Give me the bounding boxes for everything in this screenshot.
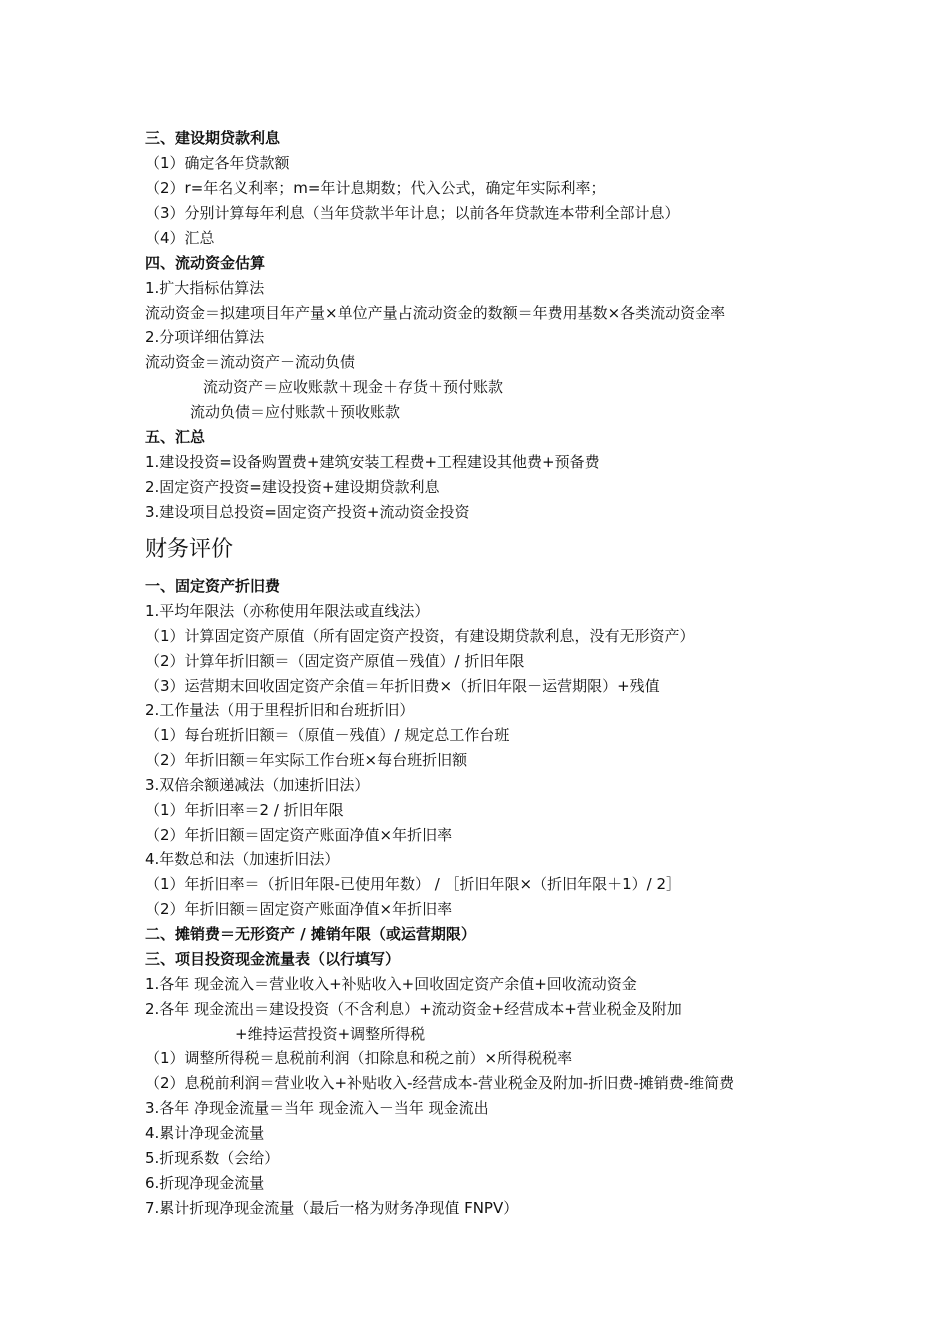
cashflow-item: 6.折现净现金流量 <box>145 1174 265 1192</box>
dep-line: （1）年折旧率＝2 / 折旧年限 <box>145 801 344 819</box>
cashflow-item: 4.累计净现金流量 <box>145 1124 265 1142</box>
wc-current-liabilities: 流动负债＝应付账款＋预收账款 <box>190 403 401 421</box>
cashflow-item: 5.折现系数（会给） <box>145 1149 280 1167</box>
wc-method-1-formula: 流动资金＝拟建项目年产量×单位产量占流动资金的数额＝年费用基数×各类流动资金率 <box>145 304 726 322</box>
cashflow-outflow-continued: +维持运营投资+调整所得税 <box>235 1025 426 1043</box>
dep-line: （2）计算年折旧额＝（固定资产原值－残值）/ 折旧年限 <box>145 652 525 670</box>
cashflow-adjusted-tax: （1）调整所得税＝息税前利润（扣除息和税之前）×所得税税率 <box>145 1049 573 1067</box>
loan-step-1: （1）确定各年贷款额 <box>145 154 290 172</box>
wc-method-2-title: 2.分项详细估算法 <box>145 328 265 346</box>
dep-line: 4.年数总和法（加速折旧法） <box>145 850 340 868</box>
dep-line: 3.双倍余额递减法（加速折旧法） <box>145 776 370 794</box>
section-title-summary: 五、汇总 <box>145 428 206 446</box>
dep-line: （1）计算固定资产原值（所有固定资产投资，有建设期贷款利息，没有无形资产） <box>145 627 695 645</box>
loan-step-4: （4）汇总 <box>145 229 215 247</box>
dep-line: 1.平均年限法（亦称使用年限法或直线法） <box>145 602 430 620</box>
section-title-loan-interest: 三、建设期贷款利息 <box>145 129 281 147</box>
dep-line: （1）每台班折旧额＝（原值－残值）/ 规定总工作台班 <box>145 726 510 744</box>
section-title-depreciation: 一、固定资产折旧费 <box>145 577 281 595</box>
section-title-amortization: 二、摊销费＝无形资产 / 摊销年限（或运营期限） <box>145 925 476 943</box>
section-title-working-capital: 四、流动资金估算 <box>145 254 266 272</box>
dep-line: 2.工作量法（用于里程折旧和台班折旧） <box>145 701 415 719</box>
heading-financial-evaluation: 财务评价 <box>145 537 234 562</box>
cashflow-outflow: 2.各年 现金流出＝建设投资（不含利息）+流动资金+经营成本+营业税金及附加 <box>145 1000 682 1018</box>
wc-method-1-title: 1.扩大指标估算法 <box>145 279 265 297</box>
dep-line: （3）运营期末回收固定资产余值＝年折旧费×（折旧年限－运营期限）+残值 <box>145 677 660 695</box>
loan-step-3: （3）分别计算每年利息（当年贷款半年计息；以前各年贷款连本带利全部计息） <box>145 204 680 222</box>
wc-method-2-formula: 流动资金＝流动资产－流动负债 <box>145 353 356 371</box>
summary-item-2: 2.固定资产投资=建设投资+建设期贷款利息 <box>145 478 440 496</box>
loan-step-2: （2）r=年名义利率；m=年计息期数；代入公式，确定年实际利率； <box>145 179 606 197</box>
summary-item-1: 1.建设投资=设备购置费+建筑安装工程费+工程建设其他费+预备费 <box>145 453 600 471</box>
section-title-cashflow: 三、项目投资现金流量表（以行填写） <box>145 950 401 968</box>
dep-line: （1）年折旧率＝（折旧年限-已使用年数） / ［折旧年限×（折旧年限＋1）/ 2］ <box>145 875 682 893</box>
cashflow-item: 3.各年 净现金流量＝当年 现金流入－当年 现金流出 <box>145 1099 489 1117</box>
wc-current-assets: 流动资产＝应收账款＋现金＋存货＋预付账款 <box>203 378 504 396</box>
dep-line: （2）年折旧额＝固定资产账面净值×年折旧率 <box>145 900 453 918</box>
dep-line: （2）年折旧额＝固定资产账面净值×年折旧率 <box>145 826 453 844</box>
dep-line: （2）年折旧额＝年实际工作台班×每台班折旧额 <box>145 751 468 769</box>
cashflow-inflow: 1.各年 现金流入＝营业收入+补贴收入+回收固定资产余值+回收流动资金 <box>145 975 637 993</box>
cashflow-item: 7.累计折现净现金流量（最后一格为财务净现值 FNPV） <box>145 1199 519 1217</box>
cashflow-ebit: （2）息税前利润＝营业收入+补贴收入-经营成本-营业税金及附加-折旧费-摊销费-维简费 <box>145 1074 735 1092</box>
summary-item-3: 3.建设项目总投资=固定资产投资+流动资金投资 <box>145 503 470 521</box>
